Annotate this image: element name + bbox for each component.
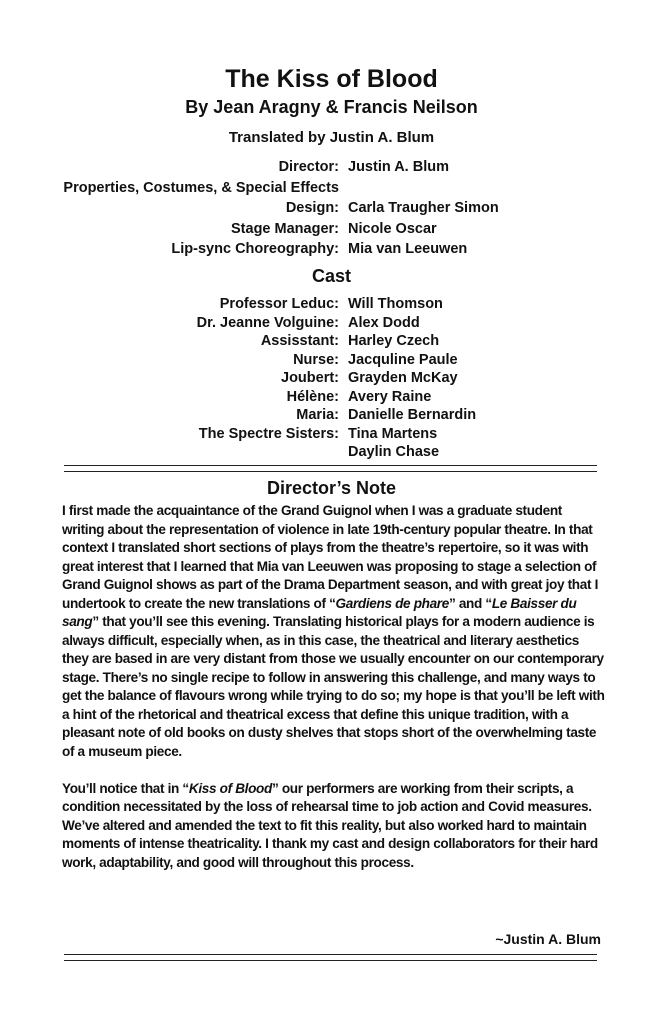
- cast-name: Daylin Chase: [348, 444, 440, 460]
- credit-row: [0, 219, 663, 240]
- note-signature: ~Justin A. Blum: [495, 931, 601, 947]
- cast-heading: Cast: [311, 266, 351, 286]
- cast-name: Avery Raine: [348, 388, 432, 405]
- cast-name: Tina Martens: [348, 425, 438, 442]
- credit-role: Stage Manager:: [231, 220, 339, 237]
- cast-row: [0, 425, 663, 444]
- directors-note-body: [62, 502, 607, 872]
- note-text: You’ll notice that in “: [62, 780, 189, 796]
- cast-row: [0, 314, 663, 333]
- cast-role: Maria:: [296, 407, 339, 423]
- cast-name: Grayden McKay: [348, 370, 458, 386]
- credit-role: Lip-sync Choreography:: [171, 241, 339, 257]
- cast-row: [0, 295, 663, 314]
- credit-row: [0, 157, 663, 178]
- play-title-reference: Gardiens de phare: [335, 595, 449, 611]
- cast-row: [0, 443, 663, 462]
- play-title-reference: Le Baisser du sang: [62, 595, 577, 629]
- credit-role: Director:: [278, 159, 339, 175]
- directors-note-heading: Director’s Note: [266, 478, 397, 498]
- note-text: I first made the acquaintance of the Grand Guignol when I was a graduate student writing about the representation of violence in late 19th-century popular theatre. In that context I translated short sections of plays from the theatre’s repertoire, so it was with great interest that I learned that Mia van Leeuwen was proposing to stage a selection of Grand Guignol shows as part of the Drama Department season, and with great joy that I undertook to create the new translations of “: [62, 503, 598, 611]
- cast-name: Alex Dodd: [348, 314, 420, 331]
- cast-name: Will Thomson: [348, 296, 443, 312]
- note-text: ” that you’ll see this evening. Translating historical plays for a modern audience is always difficult, especially when, as in this case, the theatrical and literary aesthetics they are based in are very distant from those we usually encounter on our contemporary stage. There’s no single recipe to follow in answering this challenge, and many ways to get the balance of flavours wrong while trying to do so; my hope is that you’ll be left with a hint of the rhetorical and theatrical excess that define this unique tradition, with a pleasant note of old books on dusty shelves that stops short of the overwhelming taste of a museum piece.: [62, 614, 605, 759]
- cast-name: Danielle Bernardin: [348, 407, 477, 423]
- play-authors: By Jean Aragny & Francis Neilson: [185, 97, 478, 117]
- credit-name: Mia van Leeuwen: [348, 241, 468, 257]
- cast-name: Harley Czech: [348, 333, 440, 349]
- cast-list: [0, 295, 663, 462]
- double-rule-divider: [64, 954, 597, 961]
- credit-row: [0, 239, 663, 260]
- play-title: The Kiss of Blood: [225, 65, 438, 93]
- cast-role: Assisstant:: [260, 333, 339, 349]
- cast-role: The Spectre Sisters:: [198, 425, 339, 442]
- double-rule-divider: [64, 465, 597, 472]
- cast-row: [0, 332, 663, 351]
- cast-role: Hélène:: [286, 388, 339, 405]
- credit-role: Design:: [285, 200, 339, 216]
- cast-row: [0, 369, 663, 388]
- note-text: ” our performers are working from their scripts, a condition necessitated by the loss of rehearsal time to job action and Covid measures. We’ve altered and amended the text to fit this reality, but also worked hard to maintain moments of intense theatricality. I thank my cast and design collaborators for their hard work, adaptability, and good will throughout this process.: [62, 780, 598, 870]
- cast-role: Joubert:: [281, 370, 339, 386]
- credit-row: [0, 178, 663, 199]
- credit-name: Carla Traugher Simon: [348, 200, 499, 216]
- credit-name: Justin A. Blum: [348, 159, 449, 175]
- cast-row: [0, 351, 663, 370]
- cast-row: [0, 406, 663, 425]
- note-paragraph: [62, 780, 607, 873]
- credit-row: [0, 198, 663, 219]
- note-paragraph: [62, 502, 607, 761]
- cast-role: Professor Leduc:: [219, 296, 339, 312]
- cast-row: [0, 388, 663, 407]
- note-text: ” and “: [448, 595, 492, 611]
- cast-role: Dr. Jeanne Volguine:: [196, 314, 339, 331]
- play-title-reference: Kiss of Blood: [188, 780, 272, 796]
- play-translator: Translated by Justin A. Blum: [228, 129, 435, 146]
- production-credits: [0, 157, 663, 260]
- credit-name: Nicole Oscar: [348, 220, 437, 237]
- credit-role: Properties, Costumes, & Special Effects: [63, 179, 339, 196]
- cast-name: Jacquline Paule: [348, 351, 458, 368]
- cast-role: Nurse:: [293, 351, 339, 368]
